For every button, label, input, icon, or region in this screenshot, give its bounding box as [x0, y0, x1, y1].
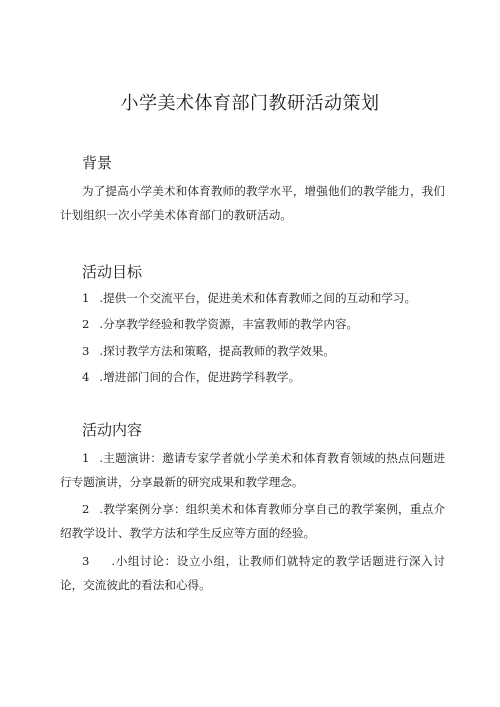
content-item-text: .主题演讲：邀请专家学者就小学美术和体育教育领域的热点问题进行专题演讲，分享最新的研究成果和教学理念。: [60, 451, 445, 489]
goal-item-2: [82, 314, 452, 334]
section-heading-background: 背景: [82, 154, 113, 172]
goal-item-text: .分享教学经验和教学资源，丰富教师的教学内容。: [99, 317, 359, 331]
goal-item-4: [82, 367, 452, 387]
goal-item-1: [82, 288, 452, 308]
content-item-number: 3: [82, 554, 90, 568]
background-paragraph: 为了提高小学美术和体育教师的教学水平，增强他们的教学能力，我们计划组织一次小学美术体育部门的教研活动。: [60, 184, 445, 222]
content-item-1: [60, 446, 445, 494]
document-title: 小学美术体育部门教研活动策划: [120, 93, 380, 114]
goal-item-number: 4: [82, 370, 90, 384]
goal-item-number: 1: [82, 291, 90, 305]
goal-item-text: .探讨教学方法和策略，提高教师的教学效果。: [99, 344, 335, 358]
section-heading-content: 活动内容: [82, 421, 143, 439]
content-item-text: .小组讨论：设立小组，让教师们就特定的教学话题进行深入讨论，交流彼此的看法和心得。: [60, 554, 445, 592]
goal-item-3: [82, 341, 452, 361]
content-item-number: 1: [82, 451, 90, 465]
goal-item-text: .提供一个交流平台，促进美术和体育教师之间的互动和学习。: [99, 291, 417, 305]
content-item-2: [60, 497, 445, 545]
goal-item-number: 2: [82, 317, 90, 331]
goal-item-text: .增进部门间的合作，促进跨学科教学。: [99, 370, 301, 384]
content-item-text: .教学案例分享：组织美术和体育教师分享自己的教学案例，重点介绍教学设计、教学方法和学生反应等方面的经验。: [60, 502, 445, 540]
section-heading-goals: 活动目标: [82, 263, 143, 281]
content-item-number: 2: [82, 502, 90, 516]
content-item-3: [60, 549, 445, 597]
goal-item-number: 3: [82, 344, 90, 358]
